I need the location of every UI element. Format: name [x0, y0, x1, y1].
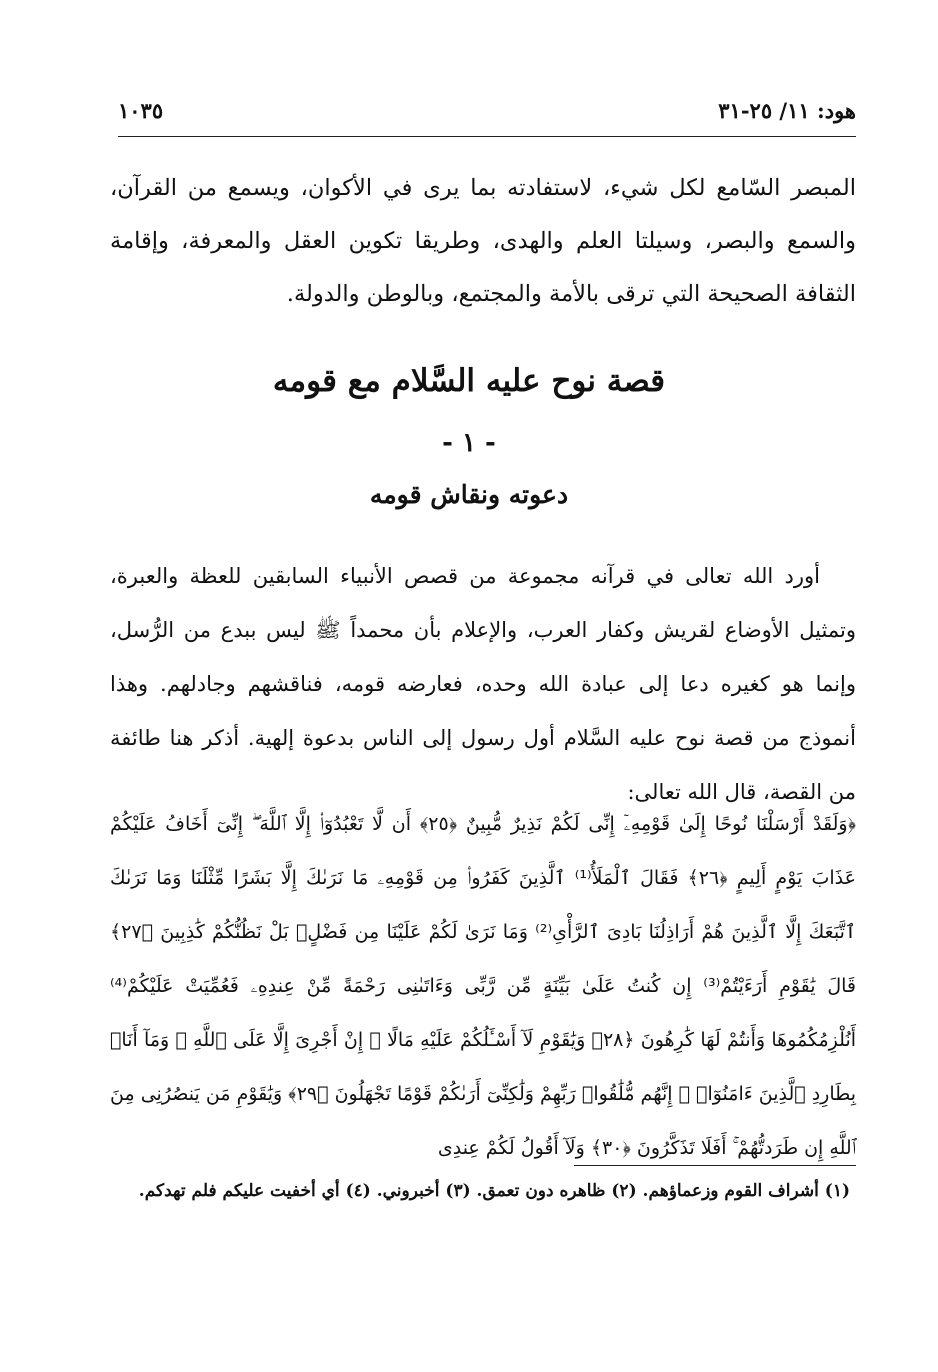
quran-verses: ﴿وَلَقَدْ أَرْسَلْنَا نُوحًا إِلَىٰ قَوْمِهِۦٓ إِنِّى لَكُمْ نَذِيرٌ مُّبِينٌ ﴿٢٥﴾ أَن لَّا تَعْبُدُوٓا۟ إِلَّا ٱللَّهَ ۖ إِنِّىٓ أَخَافُ عَلَيْكُمْ عَذَابَ يَوْمٍ أَلِيمٍ ﴿٢٦﴾ فَقَالَ ٱلْمَلَأُ⁽¹⁾ ٱلَّذِينَ كَفَرُوا۟ مِن قَوْمِهِۦ مَا نَرَىٰكَ إِلَّا بَشَرًا مِّثْلَنَا وَمَا نَرَىٰكَ ٱتَّبَعَكَ إِلَّا ٱلَّذِينَ هُمْ أَرَاذِلُنَا بَادِىَ ٱلرَّأْىِ⁽²⁾ وَمَا نَرَىٰ لَكُمْ عَلَيْنَا مِن فَضْلٍۭ بَلْ نَظُنُّكُمْ كَٰذِبِينَ ﴿٢٧﴾ قَالَ يَٰقَوْمِ أَرَءَيْتُمْ⁽³⁾ إِن كُنتُ عَلَىٰ بَيِّنَةٍ مِّن رَّبِّى وَءَاتَىٰنِى رَحْمَةً مِّنْ عِندِهِۦ فَعُمِّيَتْ عَلَيْكُمْ⁽⁴⁾ أَنُلْزِمُكُمُوهَا وَأَنتُمْ لَهَا كَٰرِهُونَ ﴿٢٨﴾ وَيَٰقَوْمِ لَآ أَسْـَٔلُكُمْ عَلَيْهِ مَالًا ۖ إِنْ أَجْرِىَ إِلَّا عَلَى ٱللَّهِ ۚ وَمَآ أَنَا۠ بِطَارِدِ ٱلَّذِينَ ءَامَنُوٓا۟ ۚ إِنَّهُم مُّلَٰقُوا۟ رَبِّهِمْ وَلَٰكِنِّىٓ أَرَىٰكُمْ قَوْمًا تَجْهَلُونَ ﴿٢٩﴾ وَيَٰقَوْمِ مَن يَنصُرُنِى مِنَ ٱللَّهِ إِن طَرَدتُّهُمْ ۚ أَفَلَا تَذَكَّرُونَ ﴿٣٠﴾ وَلَآ أَقُولُ لَكُمْ عِندِى — [110, 813, 857, 1159]
body-paragraph: أورد الله تعالى في قرآنه مجموعة من قصص الأنبياء السابقين للعظة والعبرة، وتمثيل الأوضاع لقريش وكفار العرب، والإعلام بأن محمداً ﷺ ليس ببدع من الرُّسل، وإنما هو كغيره دعا إلى عبادة الله وحده، فعارضه قومه، فناقشهم وجادلهم. وهذا أنموذج من قصة نوح عليه السَّلام أول رسول إلى الناس بدعوة إلهية. أذكر هنا طائفة من القصة، قال الله تعالى: — [110, 564, 856, 804]
section-number: - ١ - — [442, 428, 496, 458]
footnote-divider — [574, 1165, 856, 1166]
intro-paragraph-block — [110, 162, 856, 321]
body-text-block — [110, 549, 856, 819]
intro-paragraph: المبصر السّامع لكل شيء، لاستفادته بما يرى في الأكوان، ويسمع من القرآن، والسمع والبصر، وسيلتا العلم والهدى، وطريقا تكوين العقل والمعرفة، وإقامة الثقافة الصحيحة التي ترقى بالأمة والمجتمع، وبالوطن والدولة. — [110, 175, 856, 307]
section-title: دعوته ونقاش قومه — [369, 480, 569, 509]
chapter-title: قصة نوح عليه السَّلام مع قومه — [272, 363, 666, 399]
surah-reference: هود: ١١/ ٢٥-٣١ — [718, 98, 856, 123]
footnotes: (١) أشراف القوم وزعماؤهم. (٢) ظاهره دون تعمق. (٣) أخبروني. (٤) أي أخفيت عليكم فلم تهدكم. — [138, 1181, 850, 1201]
page-number: ١٠٣٥ — [118, 98, 164, 123]
running-header — [118, 92, 856, 137]
